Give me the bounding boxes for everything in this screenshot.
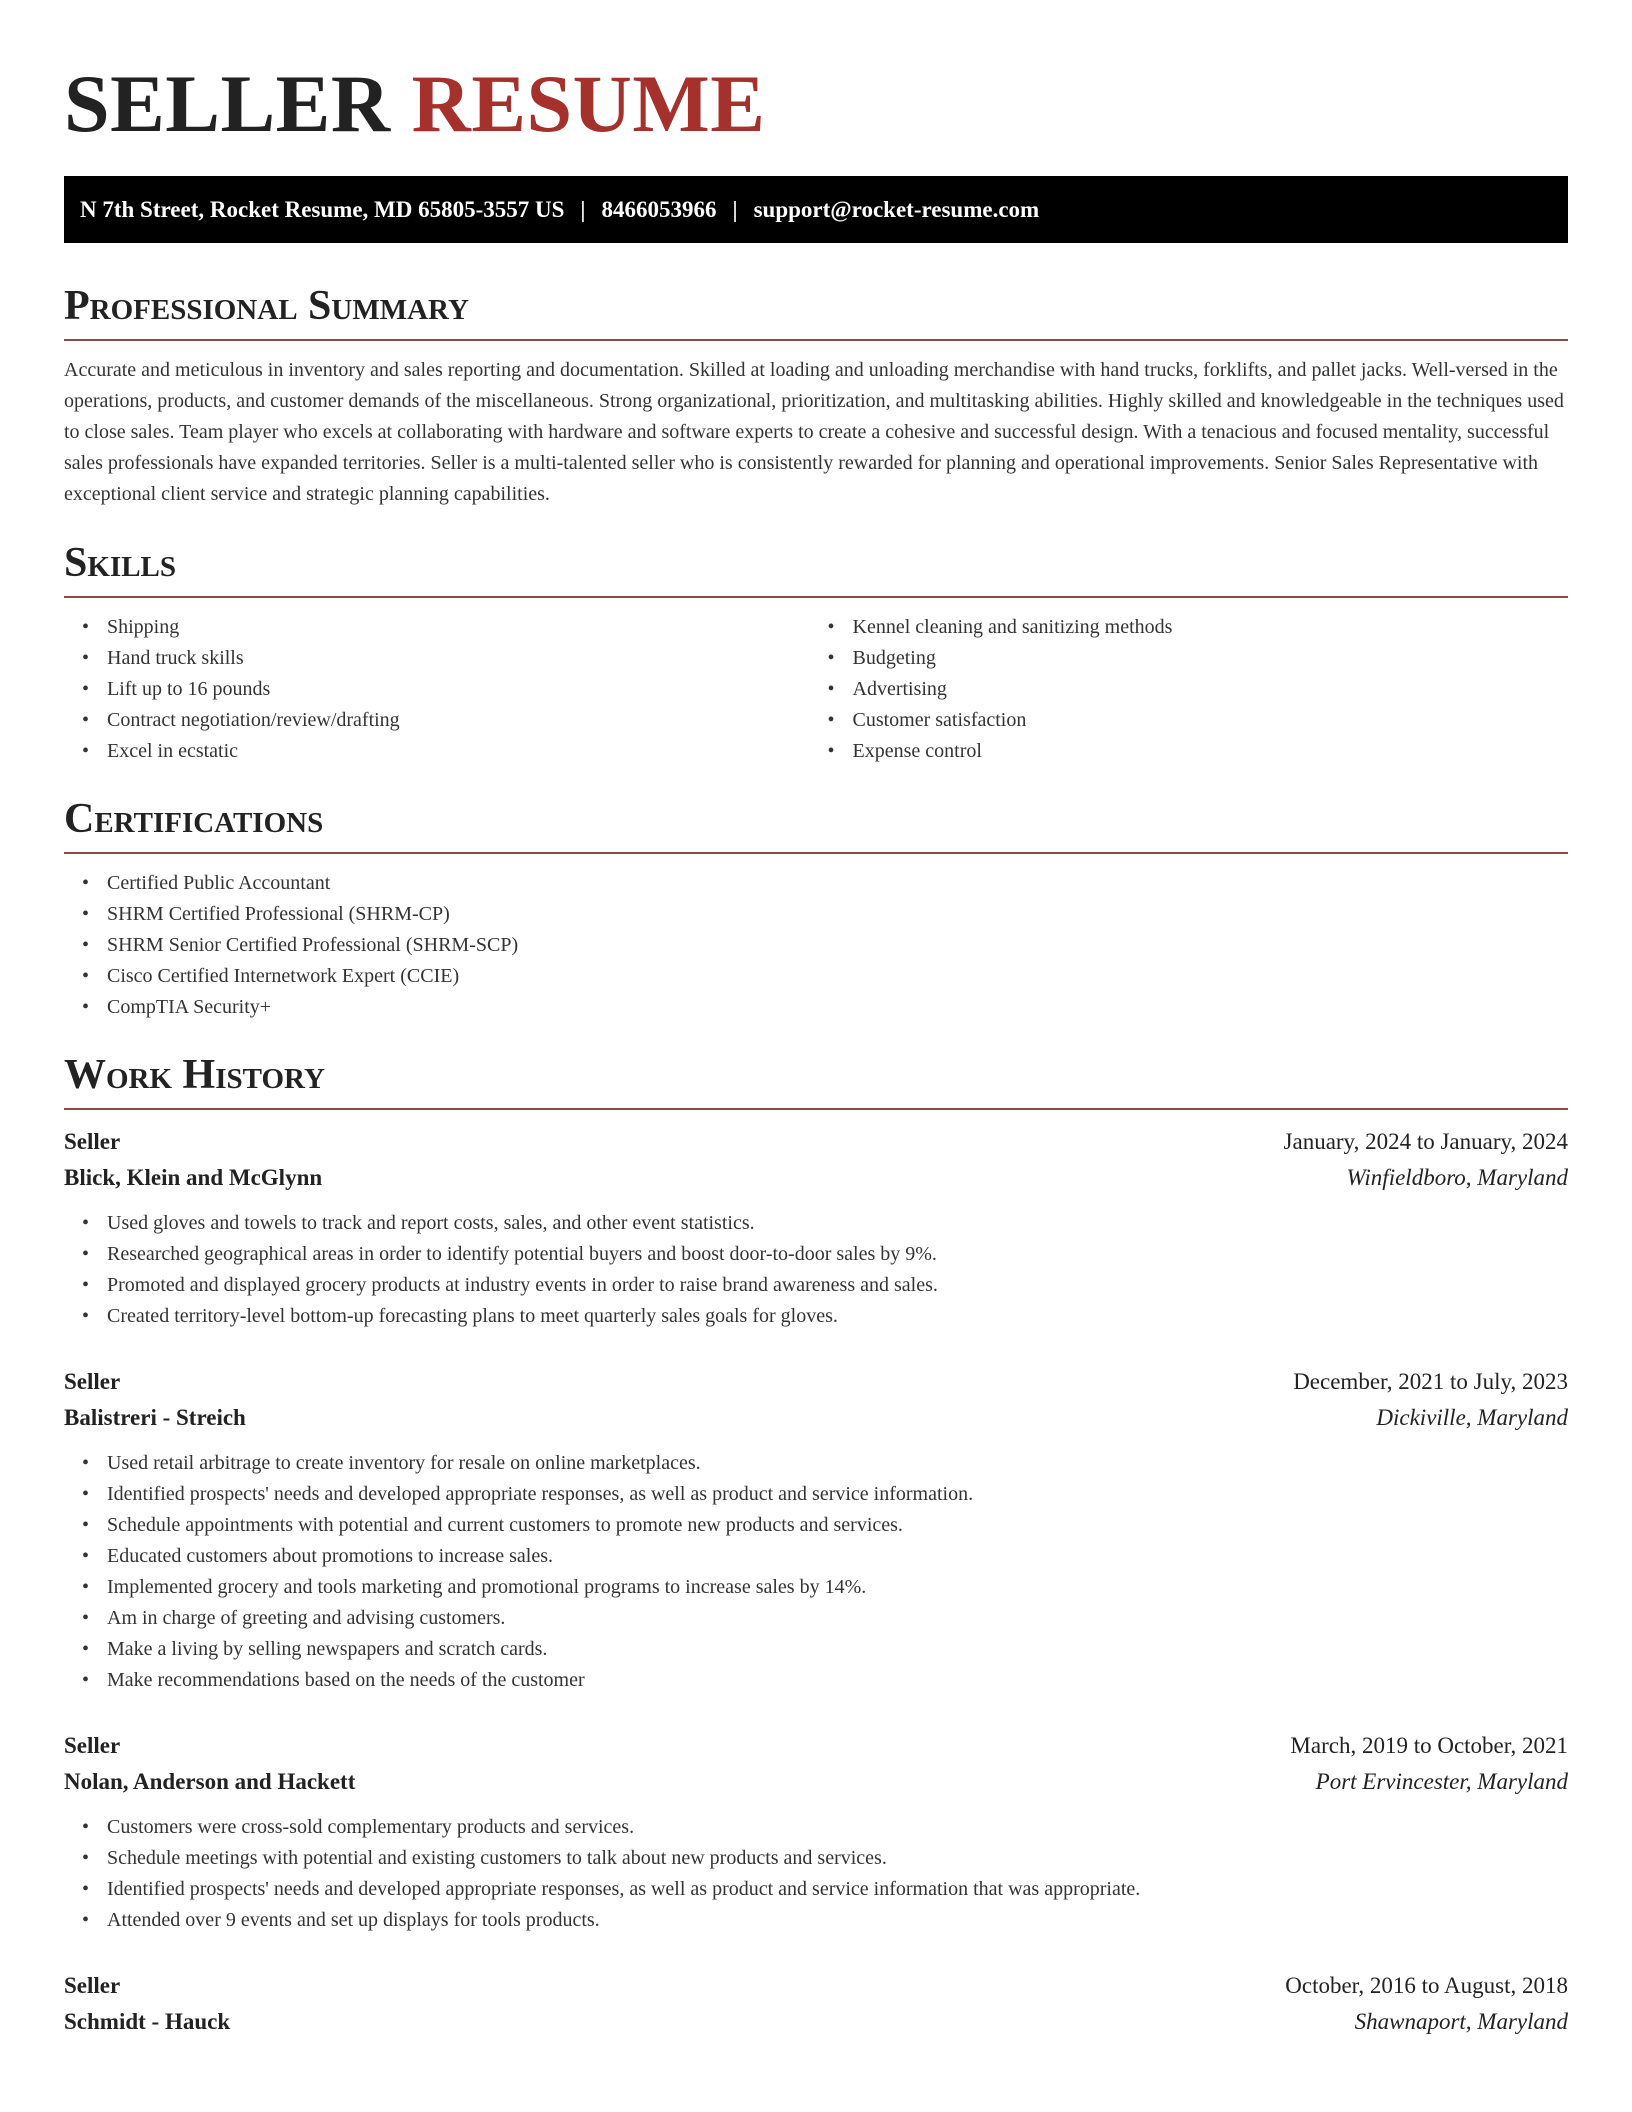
job-duty-item: • Used retail arbitrage to create inventory for resale on online marketplaces. (107, 1448, 1568, 1479)
job-duty-item: • Implemented grocery and tools marketing and promotional programs to increase sales by 14%. (107, 1572, 1568, 1603)
job-dates: January, 2024 to January, 2024 (1283, 1129, 1568, 1154)
certification-item: • SHRM Certified Professional (SHRM-CP) (107, 899, 1568, 930)
job-duty-item: • Schedule meetings with potential and existing customers to talk about new products and services. (107, 1843, 1568, 1874)
skill-item: • Budgeting (853, 643, 1569, 674)
contact-address: N 7th Street, Rocket Resume, MD 65805-3557 US (80, 196, 565, 222)
job-duty-item: • Used gloves and towels to track and report costs, sales, and other event statistics. (107, 1208, 1568, 1239)
job-duty-item: • Educated customers about promotions to increase sales. (107, 1541, 1568, 1572)
job-duty-item: • Promoted and displayed grocery products at industry events in order to raise brand awareness and sales. (107, 1270, 1568, 1301)
contact-bar (64, 176, 1568, 243)
job-entry (64, 1124, 1568, 1332)
job-duties-list (64, 1208, 1568, 1332)
skill-item: • Customer satisfaction (853, 705, 1569, 736)
skill-item: • Shipping (107, 612, 823, 643)
job-header-row (64, 1124, 1568, 1160)
contact-email: support@rocket-resume.com (753, 196, 1040, 222)
contact-separator: | (732, 196, 738, 222)
skill-item: • Advertising (853, 674, 1569, 705)
certifications-section (64, 794, 1568, 1023)
skill-item: • Lift up to 16 pounds (107, 674, 823, 705)
job-company-row (64, 1400, 1568, 1436)
job-header-row (64, 1968, 1568, 2004)
job-title: Seller (64, 1369, 121, 1394)
job-location: Dickiville, Maryland (1376, 1405, 1568, 1430)
job-duty-item: • Schedule appointments with potential and current customers to promote new products and services. (107, 1510, 1568, 1541)
job-header-row (64, 1728, 1568, 1764)
job-company: Blick, Klein and McGlynn (64, 1165, 323, 1190)
job-duty-item: • Attended over 9 events and set up displays for tools products. (107, 1905, 1568, 1936)
job-location: Winfieldboro, Maryland (1346, 1165, 1568, 1190)
skill-item: • Contract negotiation/review/drafting (107, 705, 823, 736)
job-company-row (64, 2004, 1568, 2040)
job-dates: December, 2021 to July, 2023 (1293, 1369, 1568, 1394)
job-company: Schmidt - Hauck (64, 2009, 231, 2034)
certifications-heading: Certifications (64, 794, 1568, 854)
skills-section (64, 538, 1568, 767)
job-duty-item: • Identified prospects' needs and developed appropriate responses, as well as product and service information that was appropriate. (107, 1874, 1568, 1905)
skill-item: • Expense control (853, 736, 1569, 767)
skills-list-left (64, 612, 823, 767)
work-history-section (64, 1050, 1568, 2040)
job-entry (64, 1728, 1568, 1936)
job-duties-list (64, 1812, 1568, 1936)
skill-item: • Kennel cleaning and sanitizing methods (853, 612, 1569, 643)
job-duty-item: • Make recommendations based on the needs of the customer (107, 1665, 1568, 1696)
job-duty-item: • Am in charge of greeting and advising customers. (107, 1603, 1568, 1634)
certification-item: • Cisco Certified Internetwork Expert (CCIE) (107, 961, 1568, 992)
job-title: Seller (64, 1973, 121, 1998)
job-duty-item: • Created territory-level bottom-up forecasting plans to meet quarterly sales goals for gloves. (107, 1301, 1568, 1332)
skill-item: • Excel in ecstatic (107, 736, 823, 767)
certifications-list (64, 868, 1568, 1023)
job-location: Shawnaport, Maryland (1354, 2009, 1568, 2034)
contact-phone: 8466053966 (601, 196, 717, 222)
job-entry (64, 1364, 1568, 1696)
summary-section (64, 281, 1568, 510)
job-dates: October, 2016 to August, 2018 (1285, 1973, 1568, 1998)
job-duties-list (64, 1448, 1568, 1696)
job-company: Nolan, Anderson and Hackett (64, 1769, 356, 1794)
certification-item: • Certified Public Accountant (107, 868, 1568, 899)
work-history-heading: Work History (64, 1050, 1568, 1110)
certification-item: • SHRM Senior Certified Professional (SHRM-SCP) (107, 930, 1568, 961)
skills-heading: Skills (64, 538, 1568, 598)
job-company-row (64, 1764, 1568, 1800)
job-header-row (64, 1364, 1568, 1400)
job-company-row (64, 1160, 1568, 1196)
summary-heading: Professional Summary (64, 281, 1568, 341)
job-dates: March, 2019 to October, 2021 (1290, 1733, 1568, 1758)
job-location: Port Ervincester, Maryland (1315, 1769, 1568, 1794)
job-title: Seller (64, 1129, 121, 1154)
job-title: Seller (64, 1733, 121, 1758)
skills-list-right (823, 612, 1569, 767)
job-entry (64, 1968, 1568, 2040)
job-duty-item: • Customers were cross-sold complementary products and services. (107, 1812, 1568, 1843)
job-company: Balistreri - Streich (64, 1405, 246, 1430)
summary-text: Accurate and meticulous in inventory and sales reporting and documentation. Skilled at loading and unloading merchandise with hand trucks, forklifts, and pallet jacks. Well-versed in the operations, products, and customer demands of the miscellaneous. Strong organizational, prioritization, and multitasking abilities. Highly skilled and knowledgeable in the techniques used to close sales. Team player who excels at collaborating with hardware and software experts to create a cohesive and successful design. With a tenacious and focused mentality, successful sales professionals have expanded territories. Seller is a multi-talented seller who is consistently rewarded for planning and operational improvements. Senior Sales Representative with exceptional client service and strategic planning capabilities. (64, 359, 1564, 505)
job-duty-item: • Identified prospects' needs and developed appropriate responses, as well as product and service information. (107, 1479, 1568, 1510)
certification-item: • CompTIA Security+ (107, 992, 1568, 1023)
title-first-word: SELLER (64, 58, 391, 149)
title-second-word: RESUME (411, 58, 766, 149)
contact-separator: | (580, 196, 586, 222)
job-duty-item: • Make a living by selling newspapers and scratch cards. (107, 1634, 1568, 1665)
resume-title (64, 0, 1568, 152)
skill-item: • Hand truck skills (107, 643, 823, 674)
skills-grid (64, 598, 1568, 767)
job-duty-item: • Researched geographical areas in order to identify potential buyers and boost door-to-door sales by 9%. (107, 1239, 1568, 1270)
